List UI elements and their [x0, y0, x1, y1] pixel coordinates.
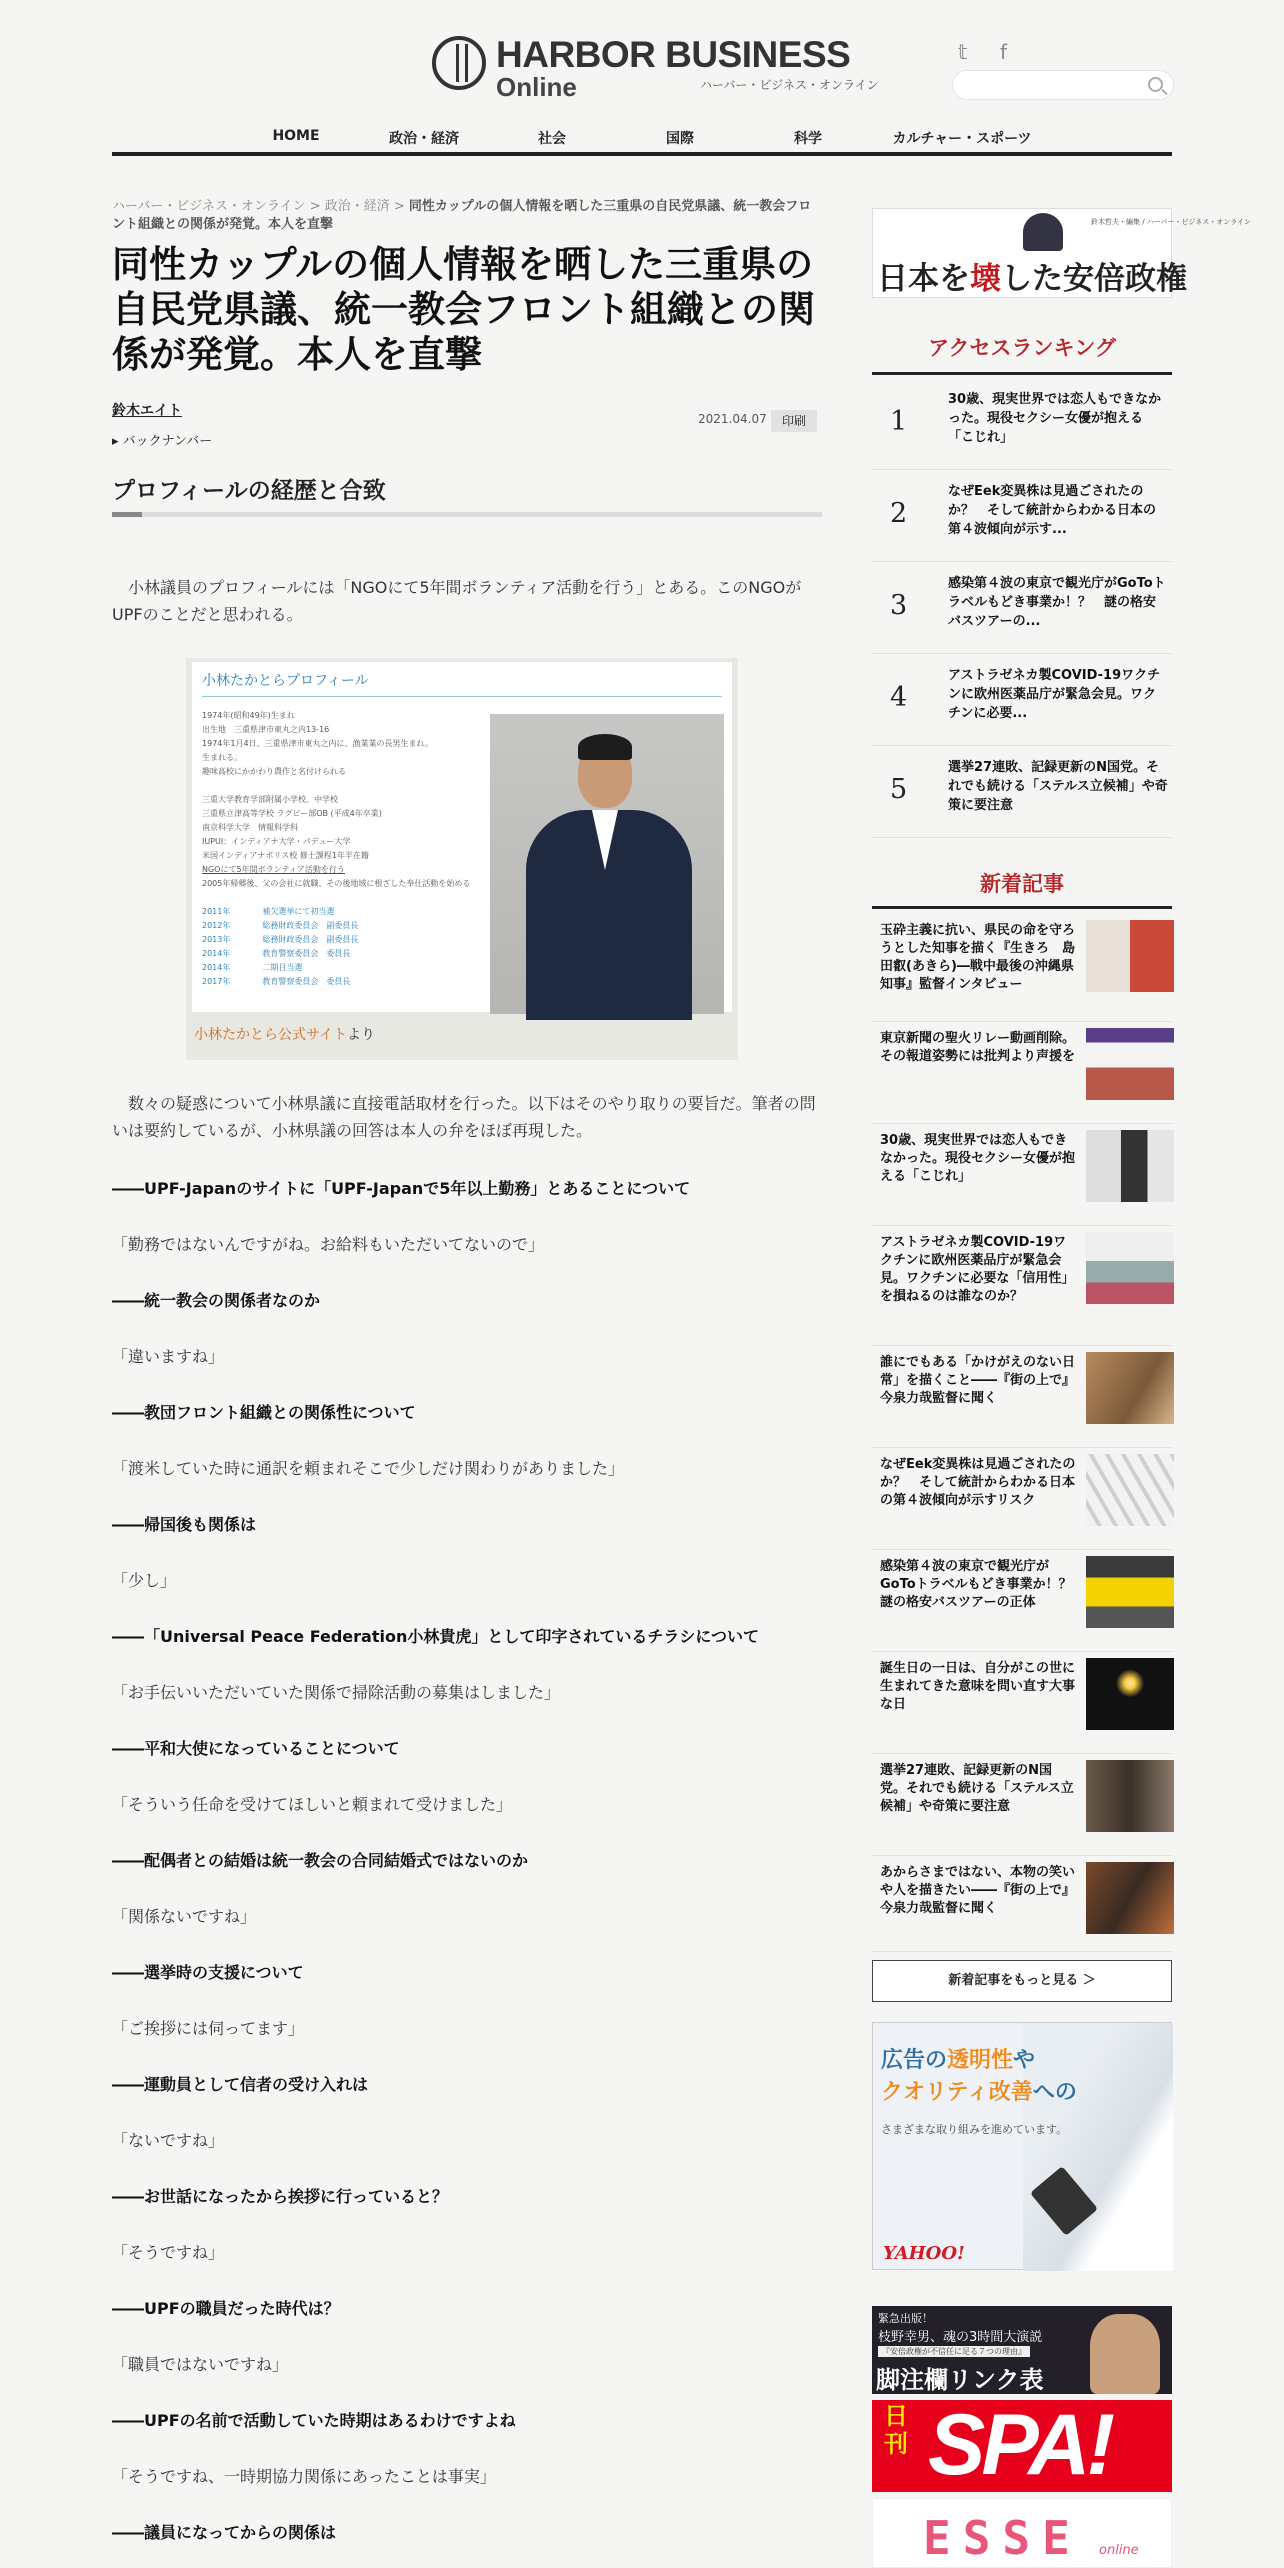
news-thumbnail[interactable]	[1086, 1556, 1174, 1628]
news-title[interactable]: 東京新聞の聖火リレー動画削除。その報道姿勢には批判より声援を	[880, 1031, 1076, 1064]
interview-answer: 「ご挨拶には伺ってます」	[112, 2019, 305, 2038]
nav-item-society[interactable]: 社会	[538, 131, 566, 147]
nav-item-politics[interactable]: 政治・経済	[389, 131, 459, 147]
ranking-item[interactable]	[872, 562, 1172, 654]
profile-line-highlight: NGOにて5年間ボランティア活動を行う	[202, 865, 345, 874]
rank-title[interactable]: なぜEek変異株は見過ごされたのか？ そして統計からわかる日本の第４波傾向が示す...	[948, 484, 1157, 537]
nav-item-international[interactable]: 国際	[666, 131, 694, 147]
book-ad-kyakuchu[interactable]	[872, 2306, 1172, 2394]
interview-question: ――統一教会の関係者なのか	[112, 1291, 321, 1310]
back-number-link[interactable]: ▸ バックナンバー	[112, 434, 213, 449]
logo-title: HARBOR BUSINESS	[496, 34, 851, 75]
interview-answer: 「お手伝いいただいていた関係で掃除活動の募集はしました」	[112, 1683, 561, 1702]
ad-kyaku-mid: 枝野幸男、魂の3時間大演説	[878, 2330, 1043, 2345]
facebook-icon[interactable]: f	[1000, 40, 1008, 64]
logo-kana: ハーバー・ビジネス・オンライン	[700, 78, 879, 92]
search-icon[interactable]	[1148, 77, 1163, 92]
logo-mark-icon	[432, 36, 486, 90]
site-logo[interactable]	[432, 34, 879, 102]
interview-question: ――議員になってからの関係は	[112, 2523, 337, 2542]
yahoo-logo: YAHOO!	[883, 2243, 965, 2264]
news-thumbnail[interactable]	[1086, 1130, 1174, 1202]
ranking-item[interactable]	[872, 470, 1172, 562]
news-title[interactable]: あからさまではない、本物の笑いや人を描きたい――『街の上で』今泉力哉監督に聞く	[880, 1865, 1076, 1916]
logo-subtitle: Online	[496, 72, 577, 102]
news-title[interactable]: 誕生日の一日は、自分がこの世に生まれてきた意味を問い直す大事な日	[880, 1661, 1076, 1712]
ad-yahoo-h1: 広告の	[881, 2048, 948, 2073]
section-heading: プロフィールの経歴と合致	[112, 477, 386, 504]
ad-spa-logo: SPA!	[928, 2397, 1112, 2493]
interview-answer: 「勤務ではないんですがね。お給料もいただいてないので」	[112, 1235, 545, 1254]
ad-kyaku-photo	[1090, 2314, 1160, 2394]
interview-answer: 「そうですね」	[112, 2243, 225, 2262]
news-title[interactable]: なぜEek変異株は見過ごされたのか？ そして統計からわかる日本の第４波傾向が示すリスク	[880, 1457, 1076, 1508]
author-link[interactable]: 鈴木エイト	[112, 403, 182, 419]
profile-line: 2014年 教育警察委員会 委員長	[202, 949, 351, 958]
ad-esse-logo: ESSE	[923, 2511, 1082, 2565]
photo-hair	[578, 734, 632, 760]
news-title[interactable]: 選挙27連敗、記録更新のN国党。それでも続ける「ステルス立候補」や奇策に要注意	[880, 1763, 1074, 1814]
ad-abe-photo	[1023, 213, 1063, 251]
section-divider	[112, 512, 822, 517]
interview-answer: 「渡米していた時に通訳を頼まれそこで少しだけ関わりがありました」	[112, 1459, 625, 1478]
nav-item-culture[interactable]: カルチャー・スポーツ	[892, 131, 1032, 147]
ad-abe-title	[877, 253, 1187, 298]
rank-title[interactable]: 30歳、現実世界では恋人もできなかった。現役セクシー女優が抱える「こじれ」	[948, 392, 1162, 445]
caption-suffix: より	[347, 1027, 376, 1043]
ad-yahoo-h2: 透明性	[947, 2048, 1014, 2073]
ranking-item[interactable]	[872, 746, 1172, 838]
ad-abe-credit: 鈴木哲夫・編集 / ハーバー・ビジネス・オンライン	[1091, 218, 1252, 226]
interview-answer: 「少し」	[112, 1571, 177, 1590]
twitter-icon[interactable]: 𝕥	[958, 40, 968, 64]
ad-yahoo-headline	[881, 2045, 1121, 2109]
news-thumbnail[interactable]	[1086, 1454, 1174, 1526]
figure-caption	[194, 1024, 375, 1044]
news-thumbnail[interactable]	[1086, 1352, 1174, 1424]
ranking-item[interactable]	[872, 378, 1172, 470]
profile-line: 2005年帰郷後、父の会社に就職、その後地域に根ざした奉仕活動を始める	[202, 879, 471, 888]
profile-title: 小林たかとらプロフィール	[202, 670, 722, 697]
interview-answer: 「関係ないですね」	[112, 1907, 257, 1926]
profile-line: 米国インディアナポリス校 修士課程1年半在籍	[202, 851, 369, 860]
profile-line: 1974年(昭和49年)生まれ	[202, 711, 295, 720]
news-item[interactable]	[872, 1552, 1172, 1652]
rank-title[interactable]: アストラゼネカ製COVID-19ワクチンに欧州医薬品庁が緊急会見。ワクチンに必要...	[948, 668, 1161, 721]
ranking-heading-rule	[872, 372, 1172, 375]
news-heading: 新着記事	[980, 871, 1064, 896]
rank-number: 3	[890, 590, 908, 621]
rank-title[interactable]: 感染第４波の東京で観光庁がGoToトラベルもどき事業か！？ 謎の格安バスツアーの...	[948, 576, 1166, 629]
interview-answer: 「違いますね」	[112, 1347, 225, 1366]
news-thumbnail[interactable]	[1086, 920, 1174, 992]
interview-question: ――配偶者との結婚は統一教会の合同結婚式ではないのか	[112, 1851, 529, 1870]
profile-line: 三重県立津高等学校 ラグビー部OB (平成4年卒業)	[202, 809, 382, 818]
book-ad-banner[interactable]	[872, 208, 1252, 298]
interview-question: ――平和大使になっていることについて	[112, 1739, 400, 1758]
breadcrumb	[112, 198, 822, 234]
profile-line: 出生地 三重県津市東丸之内13-16	[202, 725, 330, 734]
interview-question: ――UPFの職員だった時代は？	[112, 2299, 340, 2318]
interview-question: ――お世話になったから挨拶に行っていると？	[112, 2187, 449, 2206]
ad-yahoo-h3: や	[1013, 2048, 1036, 2073]
politician-photo	[490, 714, 724, 1014]
interview-question: ――教団フロント組織との関係性について	[112, 1403, 416, 1422]
interview-question: ――帰国後も関係は	[112, 1515, 257, 1534]
article-title: 同性カップルの個人情報を晒した三重県の自民党県議、統一教会フロント組織との関係が発覚。本人を直撃	[112, 242, 815, 376]
ad-yahoo-h4: クオリティ改善	[881, 2080, 1033, 2105]
official-site-link[interactable]: 小林たかとら公式サイト	[194, 1027, 348, 1043]
profile-figure	[186, 658, 738, 1060]
rank-number: 2	[890, 498, 908, 529]
news-item[interactable]	[872, 1756, 1172, 1856]
news-title[interactable]: 玉砕主義に抗い、県民の命を守ろうとした知事を描く『生きろ 島田叡(あきら)―戦中最後の沖縄県知事』監督インタビュー	[880, 923, 1076, 992]
news-item[interactable]	[872, 916, 1172, 1022]
news-item[interactable]	[872, 1858, 1172, 1952]
ad-yahoo-h5: への	[1032, 2080, 1077, 2105]
profile-line: 2017年 教育警察委員会 委員長	[202, 977, 351, 986]
breadcrumb-current: 同性カップルの個人情報を晒した三重県の自民党県議、統一教会フロント組織との関係が発覚。本人を直撃	[112, 199, 812, 232]
site-header	[0, 0, 1284, 160]
interview-question: ――選挙時の支援について	[112, 1963, 304, 1982]
interview-question: ――運動員として信者の受け入れは	[112, 2075, 369, 2094]
profile-line: 生まれる。	[202, 753, 242, 762]
spa-ad-banner[interactable]	[872, 2397, 1172, 2493]
news-thumbnail[interactable]	[1086, 1028, 1174, 1100]
profile-line: IUPUI：インディアナ大学・パデュー大学	[202, 837, 351, 846]
interview-question: ――UPFの名前で活動していた時期はあるわけですよね	[112, 2411, 516, 2430]
profile-line: 1974年1月4日、三重県津市東丸之内に、漁業業の長男生まれ。	[202, 739, 434, 748]
yahoo-ad-banner[interactable]	[872, 2022, 1172, 2270]
more-news-button[interactable]: 新着記事をもっと見る ＞	[872, 1960, 1172, 2002]
profile-screenshot	[192, 662, 732, 1012]
news-title[interactable]: 30歳、現実世界では恋人もできなかった。現役セクシー女優が抱える「こじれ」	[880, 1133, 1076, 1184]
ad-kyaku-main: 脚注欄リンク表	[876, 2366, 1044, 2394]
search-input[interactable]	[952, 70, 1174, 100]
news-thumbnail[interactable]	[1086, 1232, 1174, 1304]
article-paragraph: 小林議員のプロフィールには「NGOにて5年間ボランティア活動を行う」とある。このNGOがUPFのことだと思われる。	[112, 578, 802, 624]
ad-abe-red: 壊	[970, 261, 1001, 297]
ad-yahoo-sub: さまざまな取り組みを進めています。	[881, 2123, 1068, 2136]
news-title[interactable]: 感染第４波の東京で観光庁がGoToトラベルもどき事業か！？ 謎の格安バスツアーの正体	[880, 1559, 1085, 1610]
profile-line: 2014年 二期目当選	[202, 963, 303, 972]
ad-esse-sub: online	[1099, 2543, 1139, 2558]
ranking-item[interactable]	[872, 654, 1172, 746]
interview-question: ――「Universal Peace Federation小林貴虎」として印字されているチラシについて	[112, 1627, 760, 1646]
interview-answer: 「そうですね、一時期協力関係にあったことは事実」	[112, 2467, 496, 2486]
print-button[interactable]: 印刷	[771, 410, 817, 432]
breadcrumb-trail[interactable]: ハーバー・ビジネス・オンライン > 政治・経済 >	[112, 199, 409, 214]
news-title[interactable]: 誰にでもある「かけがえのない日常」を描くこと――『街の上で』今泉力哉監督に聞く	[880, 1355, 1076, 1406]
profile-line: 2011年 補欠選挙にて初当選	[202, 907, 335, 916]
ad-spa-small: 日刊	[884, 2402, 908, 2458]
publish-date: 2021.04.07	[698, 412, 767, 426]
news-heading-rule	[872, 906, 1172, 909]
profile-line: 2013年 総務財政委員会 副委員長	[202, 935, 359, 944]
profile-line: 2012年 総務財政委員会 副委員長	[202, 921, 359, 930]
news-title[interactable]: アストラゼネカ製COVID-19ワクチンに欧州医薬品庁が緊急会見。ワクチンに必要な「信用性」を損ねるのは誰なのか？	[880, 1235, 1075, 1304]
ad-kyaku-small: 『安倍政権が不信任に足る７つの理由』	[878, 2346, 1030, 2357]
article-paragraph: 数々の疑惑について小林県議に直接電話取材を行った。以下はそのやり取りの要旨だ。筆者の問いは要約しているが、小林県議の回答は本人の弁をほぼ再現した。	[112, 1094, 816, 1140]
ad-abe-post: した安倍政権	[1001, 261, 1187, 297]
profile-line: 三重大学教育学部附属小学校、中学校	[202, 795, 338, 804]
rank-title[interactable]: 選挙27連敗、記録更新のN国党。それでも続ける「ステルス立候補」や奇策に要注意	[948, 760, 1168, 813]
news-thumbnail[interactable]	[1086, 1862, 1174, 1934]
rank-number: 4	[890, 682, 908, 713]
news-item[interactable]	[872, 1228, 1172, 1346]
interview-answer: 「そういう任命を受けてほしいと頼まれて受けました」	[112, 1795, 513, 1814]
profile-line: 趣味高校にかかわり農作と名付けられる	[202, 767, 346, 776]
ad-kyaku-top: 緊急出版！	[878, 2312, 933, 2325]
ad-abe-pre: 日本を	[877, 261, 970, 297]
news-item[interactable]	[872, 1450, 1172, 1550]
nav-item-home[interactable]: HOME	[272, 128, 320, 144]
esse-ad-banner[interactable]	[872, 2498, 1172, 2568]
profile-line: 南京科学大学 情報科学科	[202, 823, 298, 832]
news-item[interactable]	[872, 1024, 1172, 1124]
news-thumbnail[interactable]	[1086, 1760, 1174, 1832]
main-nav	[112, 120, 1172, 156]
news-thumbnail[interactable]	[1086, 1658, 1174, 1730]
news-item[interactable]	[872, 1348, 1172, 1448]
interview-question: ――UPF-Japanのサイトに「UPF-Japanで5年以上勤務」とあることについて	[112, 1179, 691, 1198]
nav-item-science[interactable]: 科学	[794, 131, 822, 147]
ranking-heading: アクセスランキング	[928, 335, 1116, 360]
interview-answer: 「ないですね」	[112, 2131, 225, 2150]
news-item[interactable]	[872, 1126, 1172, 1226]
rank-number: 1	[890, 406, 908, 437]
news-item[interactable]	[872, 1654, 1172, 1754]
interview-answer: 「職員ではないですね」	[112, 2355, 289, 2374]
rank-number: 5	[890, 774, 908, 805]
